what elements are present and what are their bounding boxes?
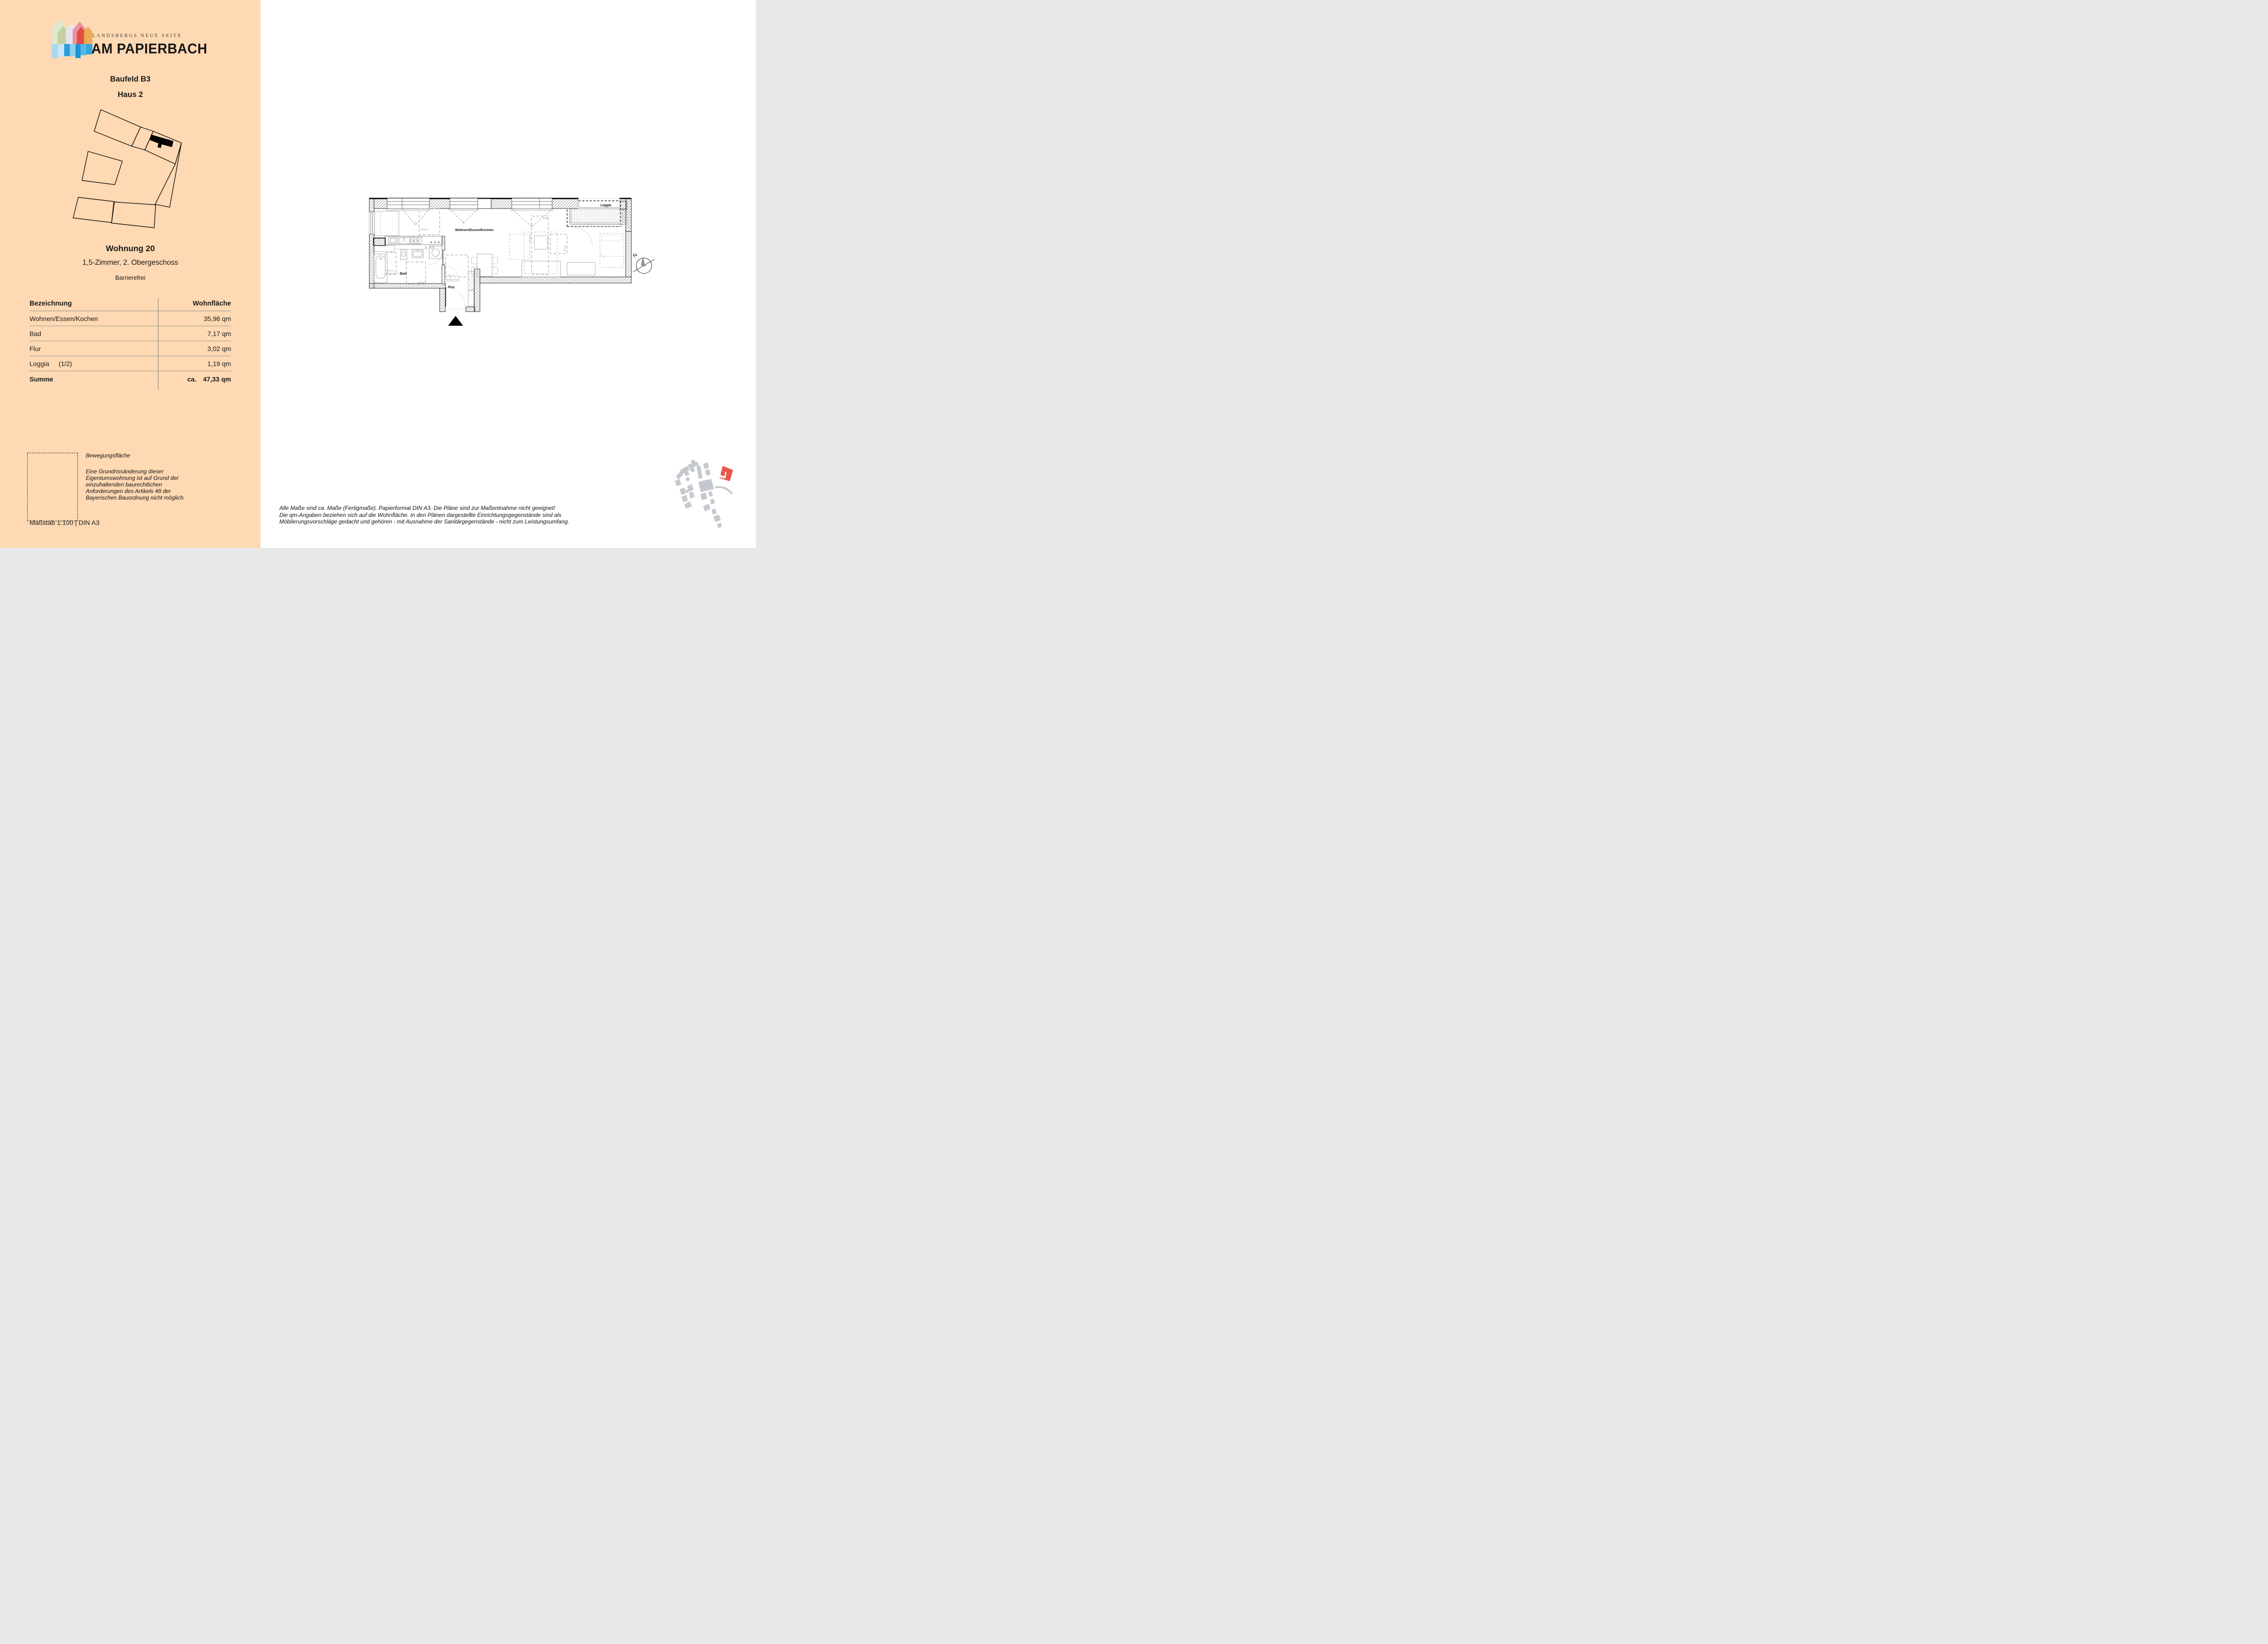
svg-text:120x120: 120x120: [420, 228, 428, 231]
project-haus: Haus 2: [117, 90, 143, 99]
row-qualifier: (1/2): [58, 359, 72, 367]
logo-houses: [52, 19, 92, 44]
site-key-plan: [70, 105, 183, 234]
area-table: [30, 300, 231, 387]
apartment-title: Wohnung 20: [105, 244, 155, 253]
legend-box-label: Bewegungsfläche: [86, 452, 130, 459]
bath-label: Bad: [400, 271, 407, 276]
row-value: 3,02 qm: [207, 344, 231, 352]
window-swing-dashes: [402, 209, 552, 227]
table-header: [30, 300, 231, 311]
scale-note: Maßstab 1:100 | DIN A3: [30, 519, 100, 526]
svg-text:120x120: 120x120: [447, 274, 455, 276]
living-room-label: Wohnen/Essen/Kochen: [455, 228, 494, 232]
total-value: ca. 47,33 qm: [187, 375, 231, 383]
row-label: Flur: [30, 344, 41, 352]
sidebar: [0, 0, 261, 548]
north-compass-icon: [632, 252, 655, 274]
map-highlight: [719, 466, 733, 481]
total-label: Summe: [30, 375, 53, 383]
row-label: Loggia (1/2): [30, 359, 72, 367]
table-row: [30, 326, 231, 341]
floor-plan-drawing: [369, 198, 659, 357]
freezer-symbols: [430, 241, 440, 243]
svg-text:Duschbereich: Duschbereich: [386, 272, 398, 275]
svg-text:120x120: 120x120: [417, 281, 425, 284]
apartment-subtitle: 1,5-Zimmer, 2. Obergeschoss: [82, 259, 179, 267]
project-baufeld: Baufeld B3: [110, 75, 151, 83]
table-row: [30, 356, 231, 371]
disclaimer-line: Die qm-Angaben beziehen sich auf die Wohnfläche. In den Plänen dargestellte Einrichtungsgegenstände sind als: [279, 511, 561, 518]
apartment-note: Barrierefrei: [115, 274, 146, 281]
am-papierbach-logo-icon: [50, 18, 93, 59]
map-buildings: [675, 460, 722, 528]
svg-text:120x120: 120x120: [386, 269, 394, 272]
col-header-bezeichnung: Bezeichnung: [30, 300, 72, 307]
svg-text:90x90: 90x90: [543, 217, 549, 219]
row-label: Bad: [30, 329, 41, 337]
disclaimer-line: Alle Maße sind ca. Maße (Fertigmaße). Papierformat DIN A3. Die Pläne sind zur Maßentnahme nicht geeignet!: [279, 505, 555, 511]
row-label: Wohnen/Essen/Kochen: [30, 314, 98, 322]
hall-label: Flur: [448, 285, 455, 289]
city-locator-map: [670, 459, 736, 535]
north-label: N: [632, 252, 639, 259]
map-road: [715, 487, 732, 494]
plan-sheet: [0, 0, 756, 548]
svg-text:120x120: 120x120: [529, 234, 531, 242]
disclaimer: [279, 505, 569, 525]
row-value: 7,17 qm: [207, 329, 231, 337]
bewegungsflaeche-legend-box: [27, 453, 78, 521]
table-total-row: [30, 371, 231, 387]
table-row: [30, 341, 231, 356]
row-value: 35,96 qm: [203, 314, 231, 322]
loggia-label: Loggia: [600, 204, 611, 207]
legend-note: Eine Grundrissänderung dieser Eigentumswohnung ist auf Grund der einzuhaltenden baurechtlichen Anforderungen des Artikels 48 der Bayerischen Bauordnung nicht möglich.: [86, 468, 185, 501]
disclaimer-line: Möblierungsvorschläge gedacht und gehören - mit Ausnahme der Sanitärgegenstände - nicht zum Leistungsumfang.: [279, 518, 569, 525]
logo-tagline: LANDSBERGS NEUE SEITE: [92, 33, 182, 38]
logo-water: [52, 44, 92, 58]
kitchen-fixtures: [374, 211, 443, 252]
table-row: [30, 311, 231, 326]
entrance-arrow-icon: [448, 316, 463, 326]
col-header-wohnflaeche: Wohnfläche: [193, 300, 231, 307]
logo-title: AM PAPIERBACH: [91, 40, 208, 57]
site-highlight-building: [150, 135, 173, 148]
svg-text:90x90: 90x90: [564, 246, 566, 251]
living-furniture: [472, 228, 624, 277]
row-value: 1,19 qm: [207, 359, 231, 367]
site-buildings: [73, 110, 181, 228]
